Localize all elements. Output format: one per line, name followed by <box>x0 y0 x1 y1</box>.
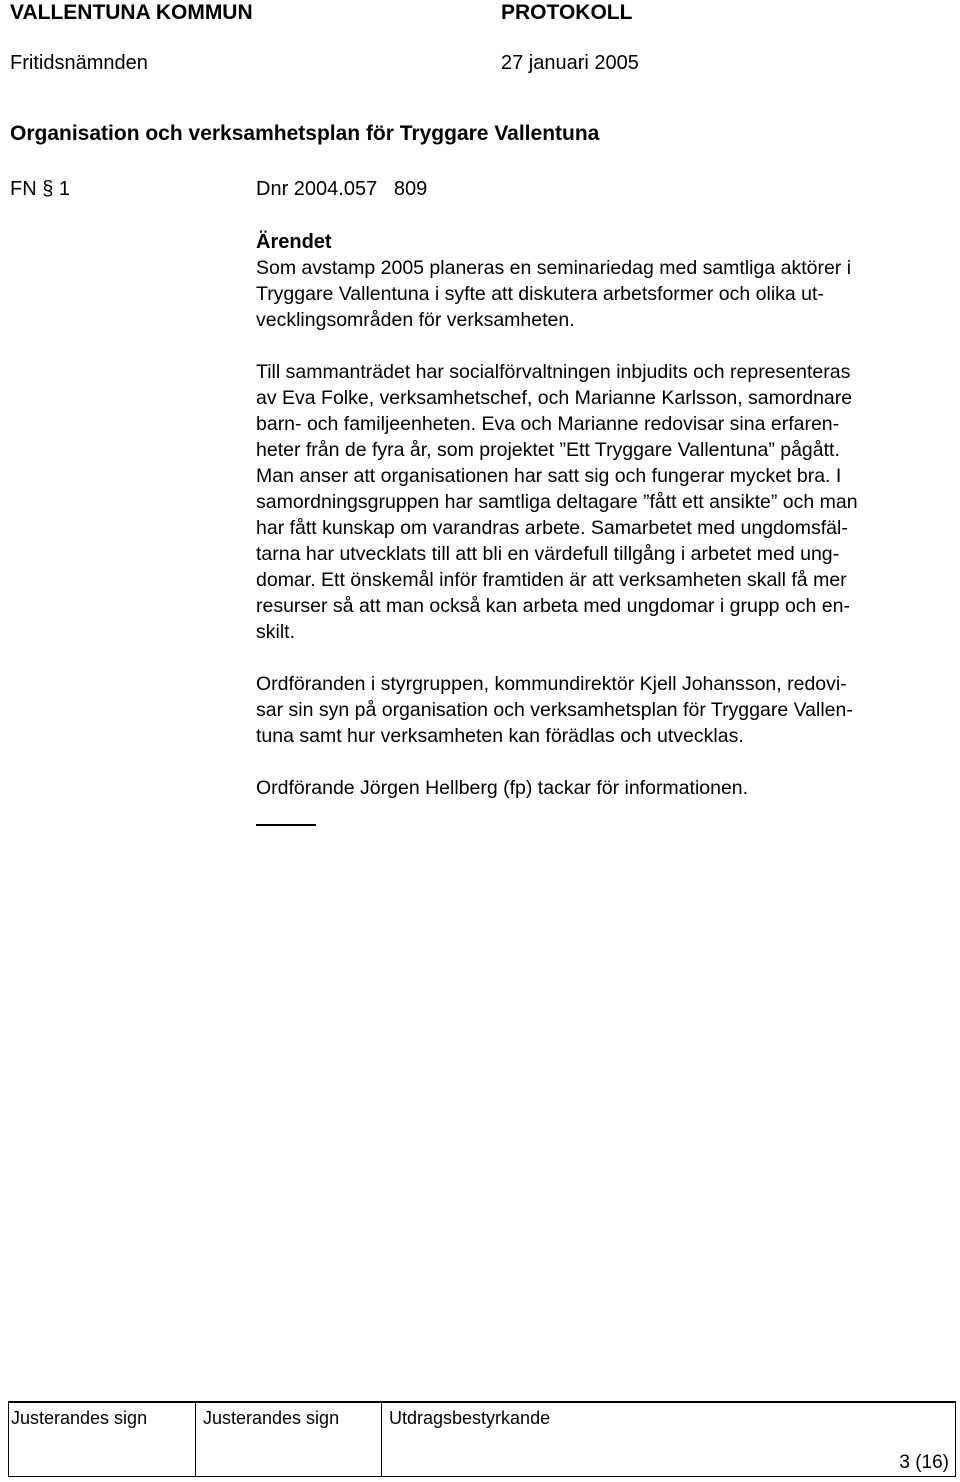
text-line: sar sin syn på organisation och verksamhetsplan för Tryggare Vallen- <box>256 699 853 721</box>
paragraph-intro <box>256 255 956 333</box>
closing-rule <box>256 824 316 826</box>
text-line: Som avstamp 2005 planeras en seminariedag med samtliga aktörer i <box>256 257 852 279</box>
text-line: samordningsgruppen har samtliga deltagare ”fått ett ansikte” och man <box>256 491 858 513</box>
page-number: 3 (16) <box>899 1452 949 1473</box>
text-line: vecklingsområden för verksamheten. <box>256 309 575 331</box>
signature-label-1: Justerandes sign <box>11 1408 148 1428</box>
text-line: tarna har utvecklats till att bli en värdefull tillgång i arbetet med ung- <box>256 543 840 565</box>
section-heading: Ärendet <box>256 231 332 253</box>
text-line: Till sammanträdet har socialförvaltningen inbjudits och representeras <box>256 361 851 383</box>
case-number: Dnr 2004.057 809 <box>256 178 428 200</box>
municipality-name: VALLENTUNA KOMMUN <box>10 1 253 24</box>
text-line: Ordförande Jörgen Hellberg (fp) tackar för informationen. <box>256 777 749 799</box>
paragraph-number: FN § 1 <box>10 178 71 200</box>
text-line: domar. Ett önskemål inför framtiden är att verksamheten skall få mer <box>256 569 847 591</box>
footer-divider <box>195 1403 196 1476</box>
text-line: av Eva Folke, verksamhetschef, och Marianne Karlsson, samordnare <box>256 387 853 409</box>
text-line: resurser så att man också kan arbeta med ungdomar i grupp och en- <box>256 595 850 617</box>
document-type: PROTOKOLL <box>501 1 633 24</box>
paragraph-closing <box>256 775 956 801</box>
text-line: Man anser att organisationen har satt sig och fungerar mycket bra. I <box>256 465 842 487</box>
footer-divider <box>381 1403 382 1476</box>
text-line: tuna samt hur verksamheten kan förädlas och utvecklas. <box>256 725 744 747</box>
page-title: Organisation och verksamhetsplan för Tryggare Vallentuna <box>10 122 600 145</box>
text-line: skilt. <box>256 621 295 643</box>
paragraph-steering-group <box>256 671 956 749</box>
text-line: barn- och familjeenheten. Eva och Marianne redovisar sina erfaren- <box>256 413 840 435</box>
excerpt-certification-label: Utdragsbestyrkande <box>389 1408 551 1428</box>
committee-name: Fritidsnämnden <box>10 52 148 74</box>
meeting-date: 27 januari 2005 <box>501 52 639 74</box>
text-line: har fått kunskap om varandras arbete. Samarbetet med ungdomsfäl- <box>256 517 848 539</box>
body-section <box>256 229 956 801</box>
text-line: Ordföranden i styrgruppen, kommundirektör Kjell Johansson, redovi- <box>256 673 847 695</box>
text-line: heter från de fyra år, som projektet ”Ett Tryggare Vallentuna” pågått. <box>256 439 840 461</box>
paragraph-meeting <box>256 359 956 645</box>
signature-label-2: Justerandes sign <box>203 1408 340 1428</box>
text-line: Tryggare Vallentuna i syfte att diskutera arbetsformer och olika ut- <box>256 283 824 305</box>
signature-footer <box>8 1401 956 1477</box>
